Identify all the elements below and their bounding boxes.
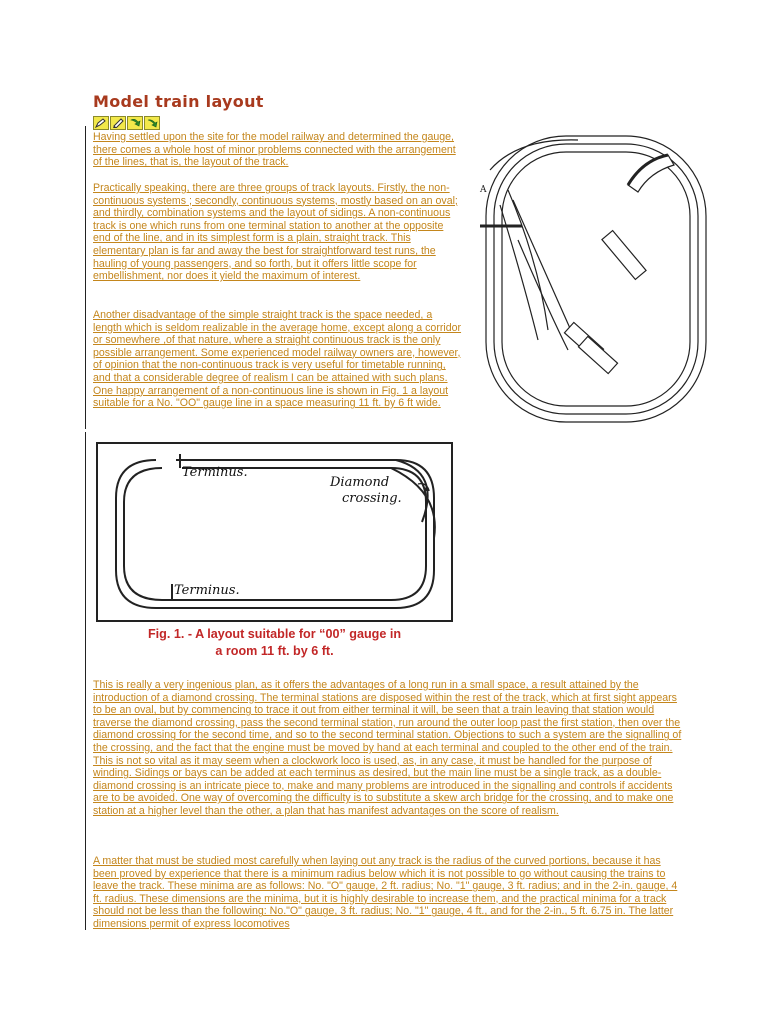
paragraph-straight-track[interactable]: Another disadvantage of the simple straight track is the space needed, a length which is seldom realizable in the average home, except along a corridor or somewhere ,of that nature, where a straight continuous track is the only possible arrangement. Some experienced model railway owners are, however, of opinion that the non-continuous track is very useful for timetable running, and that a considerable degree of realism I can be attained with such plans. One happy arrangement of a non-continuous line is shown in Fig. 1 a layout suitable for a No. "OO" gauge line in a space measuring 11 ft. by 6 ft wide. [93,309,462,410]
left-border-line [85,432,86,930]
paragraph-intro[interactable]: Having settled upon the site for the model railway and determined the gauge, there comes a whole host of minor problems connected with the arrangement of the lines, that is, the layout of the track. [93,131,456,169]
forward-arrow-icon[interactable] [144,116,160,130]
figure-caption-line-1: Fig. 1. - A layout suitable for “00” gauge in [147,627,402,641]
station-block-2 [578,336,617,373]
label-terminus-top: Terminus. [182,465,248,480]
angled-siding-block [602,231,646,280]
page-title: Model train layout [93,92,264,111]
paragraph-track-groups[interactable]: Practically speaking, there are three groups of track layouts. Firstly, the non-continuous systems ; secondly, continuous systems, mostly based on an oval; and thirdly, combination systems and the layout of sidings. A non-continuous track is one which runs from one terminal station to another at the opposite end of the line, and in its simplest form is a plain, straight track. This elementary plan is far and away the best for straightforward test runs, the hauling of young passengers, and so forth, but it offers little scope for embellishment, nor does it yield the maximum of interest. [93,182,458,283]
paragraph-diamond-crossing[interactable]: This is really a very ingenious plan, as it offers the advantages of a long run in a small space, a result attained by the introduction of a diamond crossing. The terminal stations are disposed within the rest of the track, which at first sight appears to be an oval, but by commencing to trace it out from either terminal it will, be seen that a train leaving that station would traverse the diamond crossing, pass the second terminal station, run around the outer loop past the first station, then over the diamond crossing for the second time, and so to the second terminal station. Objections to such a system are the signalling of the crossing, and the fact that the engine must be moved by hand at each terminal and coupled to the other end of the train. This is not so vital as it may seem when a clockwork loco is used, as, in any case, it must be handled for the purpose of winding. Sidings or bays can be added at each terminus as desired, but the main line must be a single track, as a double-diamond crossing is an intricate piece to, make and many problems are introduced in the signalling and controls if accidents are to be avoided. One way of overcoming the difficulty is to substitute a skew arch bridge for the crossing, and to make one station at a higher level than the other, a plan that has manifest advantages on the score of realism. [93,679,682,817]
oval-track-figure [478,130,712,428]
fig1-layout-diagram [96,442,453,622]
label-terminus-bottom: Terminus. [174,583,240,598]
label-a: A [480,185,487,195]
figure-caption-line-2: a room 11 ft. by 6 ft. [215,644,334,658]
label-diamond: Diamond [330,475,390,490]
paragraph-curve-radius[interactable]: A matter that must be studied most carefully when laying out any track is the radius of the curved portions, because it has been proved by experience that there is a minimum radius below which it is not possible to go without causing the trains to leave the track. These minima are as follows: No. "O" gauge, 2 ft. radius; No. "1" gauge, 3 ft. radius; and in the 2-in. gauge, 4 ft. radius. These dimensions are the minima, but it is highly desirable to increase them, and the practical minima for a track should not be less than the following: No."O" gauge, 3 ft. radius; No. "1" gauge, 4 ft., and for the 2-in., 5 ft. 6.75 in. The latter dimensions permit of express locomotives [93,855,678,930]
pencil-note-icon[interactable] [93,116,109,130]
back-arrow-icon[interactable] [127,116,143,130]
left-border-line [85,126,86,429]
pencil-edit-icon[interactable] [110,116,126,130]
label-crossing: crossing. [342,491,402,506]
toolbar [93,116,160,130]
